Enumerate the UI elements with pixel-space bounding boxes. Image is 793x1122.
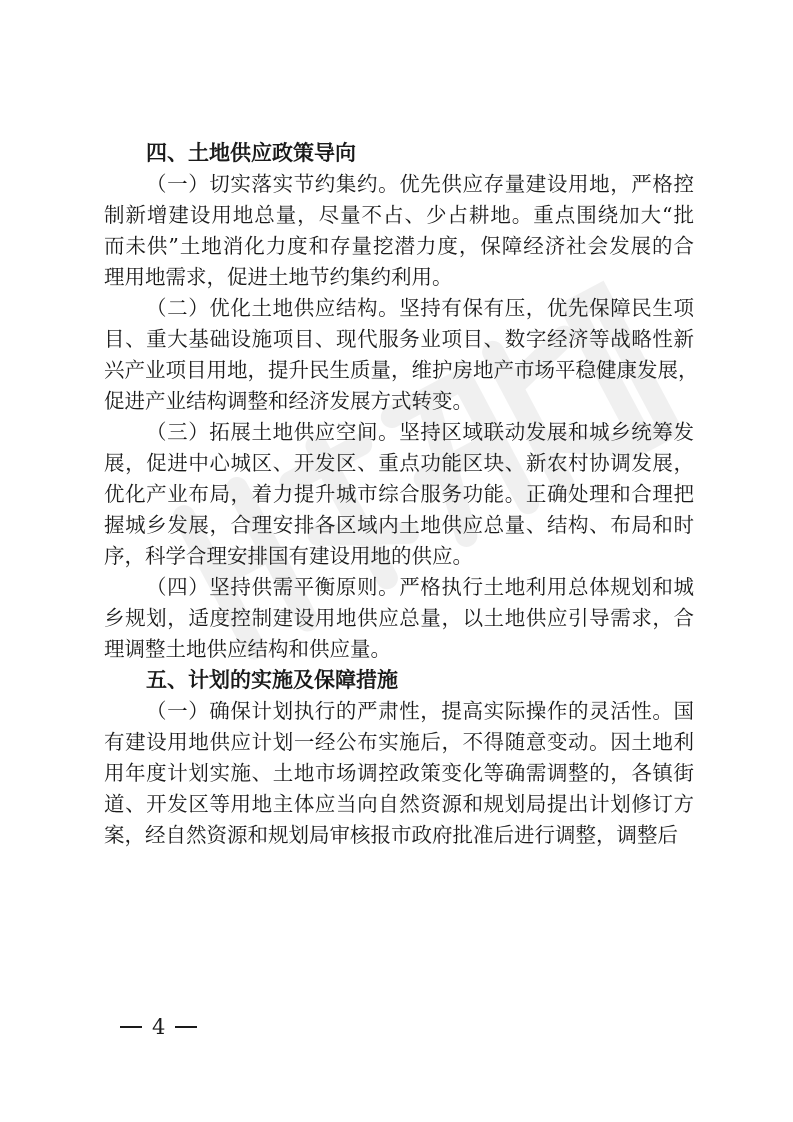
footer-dash-left	[120, 1026, 142, 1028]
paragraph	[104, 417, 694, 572]
paragraph-line: 有建设用地供应计划一经公布实施后，不得随意变动。因土地利	[104, 730, 694, 754]
paragraph-line: 握城乡发展，合理安排各区域内土地供应总量、结构、布局和时	[104, 513, 694, 537]
paragraph-line: （三）拓展土地供应空间。坚持区域联动发展和城乡统筹发	[146, 420, 694, 444]
paragraph	[104, 293, 699, 417]
document-body	[104, 138, 699, 851]
paragraph	[104, 169, 694, 293]
paragraph	[104, 696, 694, 851]
paragraph-line: 序，科学合理安排国有建设用地的供应。	[104, 544, 473, 568]
paragraph-line: 道、开发区等用地主体应当向自然资源和规划局提出计划修订方	[104, 792, 694, 816]
paragraph-line: 目、重大基础设施项目、现代服务业项目、数字经济等战略性新	[104, 327, 694, 351]
paragraph-line: 兴产业项目用地，提升民生质量，维护房地产市场平稳健康发展，	[104, 358, 699, 382]
section-heading: 四、土地供应政策导向	[146, 141, 356, 165]
paragraph-line: 制新增建设用地总量，尽量不占、少占耕地。重点围绕加大“批	[104, 203, 694, 227]
paragraph-line: 理用地需求，促进土地节约集约利用。	[104, 265, 453, 289]
paragraph-line: 案，经自然资源和规划局审核报市政府批准后进行调整，调整后	[104, 823, 678, 847]
paragraph-line: 理调整土地供应结构和供应量。	[104, 637, 391, 661]
paragraph-line: （一）切实落实节约集约。优先供应存量建设用地，严格控	[146, 172, 694, 196]
paragraph-line: 促进产业结构调整和经济发展方式转变。	[104, 389, 473, 413]
paragraph-line: 优化产业布局，着力提升城市综合服务功能。正确处理和合理把	[104, 482, 694, 506]
paragraph-line: （四）坚持供需平衡原则。严格执行土地利用总体规划和城	[146, 575, 694, 599]
paragraph-line: 用年度计划实施、土地市场调控政策变化等确需调整的，各镇街	[104, 761, 694, 785]
page-number: 4	[152, 1015, 166, 1039]
paragraph	[104, 572, 694, 665]
paragraph-line: 乡规划，适度控制建设用地供应总量，以土地供应引导需求，合	[104, 606, 694, 630]
page-footer	[120, 1012, 197, 1042]
paragraph-line: （二）优化土地供应结构。坚持有保有压，优先保障民生项	[146, 296, 694, 320]
footer-dash-right	[175, 1026, 197, 1028]
section-heading: 五、计划的实施及保障措施	[146, 668, 398, 692]
paragraph-line: 而未供”土地消化力度和存量挖潜力度，保障经济社会发展的合	[104, 234, 694, 258]
paragraph-line: （一）确保计划执行的严肃性，提高实际操作的灵活性。国	[146, 699, 694, 723]
paragraph-line: 展，促进中心城区、开发区、重点功能区块、新农村协调发展，	[104, 451, 694, 475]
